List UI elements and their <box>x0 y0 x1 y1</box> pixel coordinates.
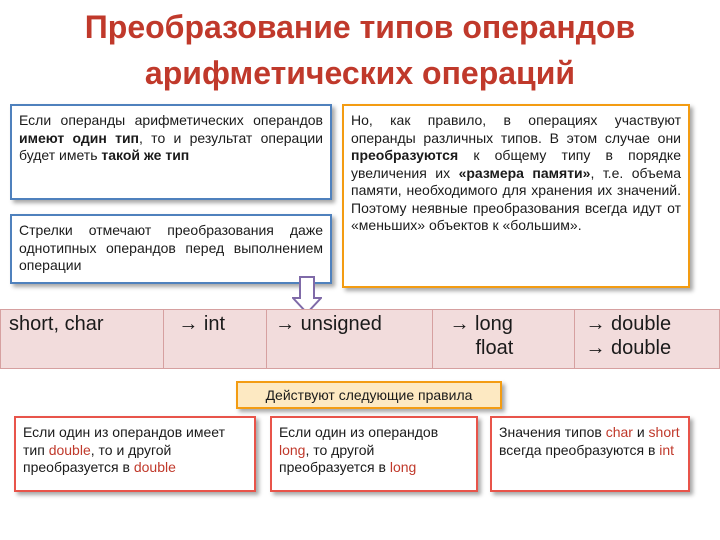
rule-char-keyword-2: short <box>648 424 680 440</box>
rule-char-short <box>490 416 690 492</box>
rule-long-keyword-2: long <box>389 459 417 475</box>
same-type-bold-1: имеют один тип <box>19 129 140 146</box>
diff-types-text-2: к общему типу в порядке увеличения их <box>351 147 681 181</box>
diff-types-bold-2: «размера памяти» <box>458 164 591 181</box>
rule-double-text-1: Если один из операндов имеет тип <box>23 424 225 458</box>
diff-types-text-1: Но, как правило, в операциях участвуют операнды различных типов. В этом случае они <box>351 112 681 146</box>
same-type-bold-2: такой же тип <box>101 147 190 163</box>
same-type-note <box>10 104 332 200</box>
type-double <box>575 310 720 369</box>
type-long: → long <box>449 313 513 335</box>
rule-long-keyword-1: long <box>279 441 306 458</box>
same-type-text-1: Если операнды арифметических операндов <box>19 112 323 128</box>
arrows-note <box>10 214 332 284</box>
title-line-2: арифметических операций <box>144 55 576 91</box>
rule-double <box>14 416 256 492</box>
rules-header: Действуют следующие правила <box>236 381 502 409</box>
rule-double-keyword-1: double <box>48 441 91 458</box>
rule-long-text-2: , то другой преобразуется в <box>279 441 390 475</box>
rule-char-keyword-3: int <box>659 441 675 458</box>
rule-double-text-2: , то и другой преобразуется в <box>23 441 172 475</box>
title-line-1: Преобразование типов операндов <box>84 9 636 45</box>
type-float: float <box>475 337 514 359</box>
arrows-note-text: Стрелки отмечают преобразования даже однотипных операндов перед выполнением операции <box>19 222 323 273</box>
type-double-2: → double <box>585 337 672 359</box>
page-title <box>0 4 720 96</box>
rule-long <box>270 416 478 492</box>
diff-types-bold-1: преобразуются <box>351 147 459 163</box>
different-types-note <box>342 104 690 288</box>
conversion-table <box>0 309 720 369</box>
type-double-1: → double <box>585 313 672 335</box>
rule-double-keyword-2: double <box>133 459 176 475</box>
rule-long-text-1: Если один из операндов <box>279 424 439 440</box>
same-type-text-2: , то и результат операции будет иметь <box>19 129 323 163</box>
type-long-float <box>433 310 575 369</box>
rule-char-text-1: Значения типов <box>499 424 606 440</box>
table-row <box>1 310 720 369</box>
rule-char-text-3: всегда преобразуются в <box>499 441 660 458</box>
rule-char-text-2: и <box>632 424 649 440</box>
rule-char-keyword-1: char <box>605 424 633 440</box>
type-int: → int <box>164 310 267 369</box>
type-unsigned: → unsigned <box>267 310 433 369</box>
type-short-char: short, char <box>1 310 164 369</box>
diff-types-text-3: , т.е. объема памяти, необходимого для хранения их значений. Поэтому неявные преобразования всегда идут от «меньших» объектов к «большим». <box>351 164 681 233</box>
